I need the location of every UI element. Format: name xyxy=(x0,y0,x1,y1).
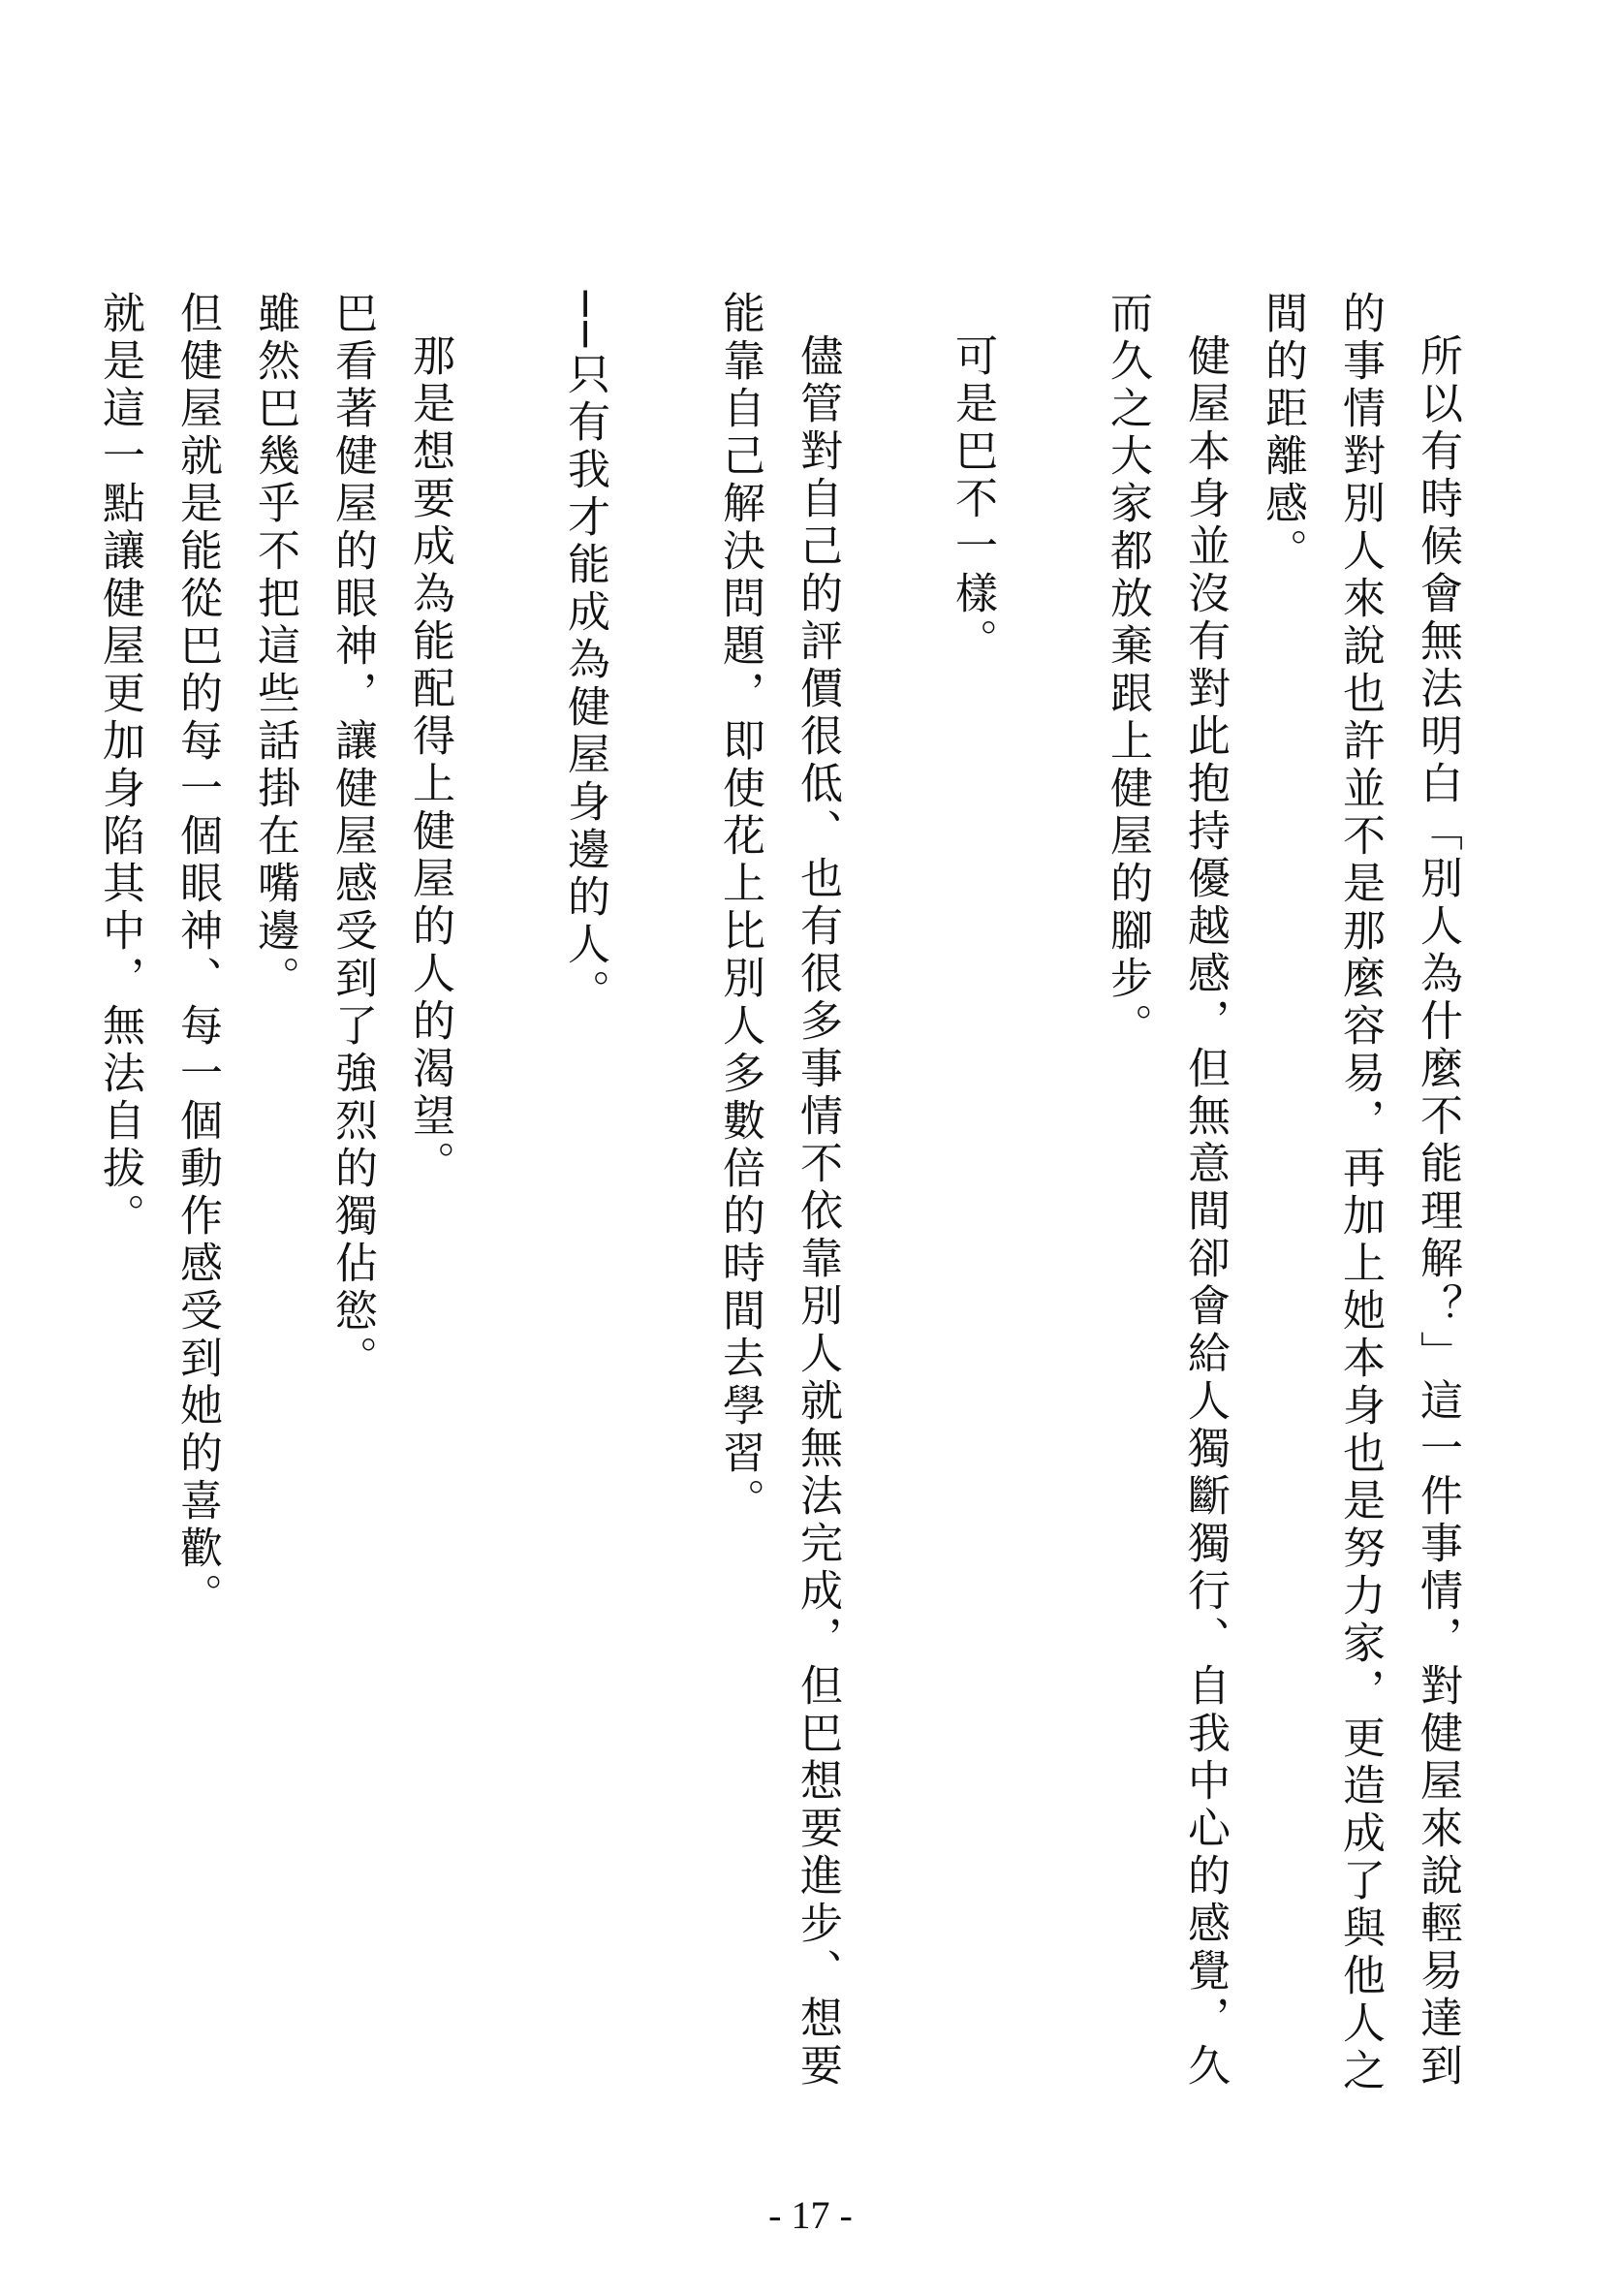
blank-line xyxy=(1011,291,1088,2132)
paragraph-3: 可是巴不一樣。 xyxy=(948,333,997,666)
blank-line xyxy=(468,291,546,2132)
paragraph-10: 就是這一點讓健屋更加身陷其中，無法自拔。 xyxy=(95,291,144,1241)
paragraph-5: ──只有我才能成為健屋身邊的人。 xyxy=(560,291,609,1017)
paragraph-7: 巴看著健屋的眼神，讓健屋感受到了強烈的獨佔慾。 xyxy=(327,291,377,1383)
blank-line xyxy=(623,291,701,2132)
paragraph-8: 雖然巴幾乎不把這些話掛在嘴邊。 xyxy=(250,291,299,1003)
vertical-text-body xyxy=(95,291,1476,2132)
paragraph-6: 那是想要成為能配得上健屋的人的渴望。 xyxy=(405,333,454,1188)
paragraph-9: 但健屋就是能從巴的每一個眼神、每一個動作感受到她的喜歡。 xyxy=(172,291,222,1620)
page-number: - 17 - xyxy=(768,2193,853,2237)
paragraph-4: 儘管對自己的評價很低、也有很多事情不依靠別人就無法完成，但巴想要進步、想要能靠自己解決問題，即使花上比別人多數倍的時間去學習。 xyxy=(715,291,842,2091)
paragraph-2: 健屋本身並沒有對此抱持優越感，但無意間卻會給人獨斷獨行、自我中心的感覺，久而久之大家都放棄跟上健屋的腳步。 xyxy=(1103,291,1230,2091)
blank-line xyxy=(856,291,933,2132)
paragraph-1: 所以有時候會無法明白「別人為什麼不能理解？」這一件事情，對健屋來說輕易達到的事情對別人來說也許並不是那麼容易，再加上她本身也是努力家，更造成了與他人之間的距離感。 xyxy=(1258,291,1462,2095)
